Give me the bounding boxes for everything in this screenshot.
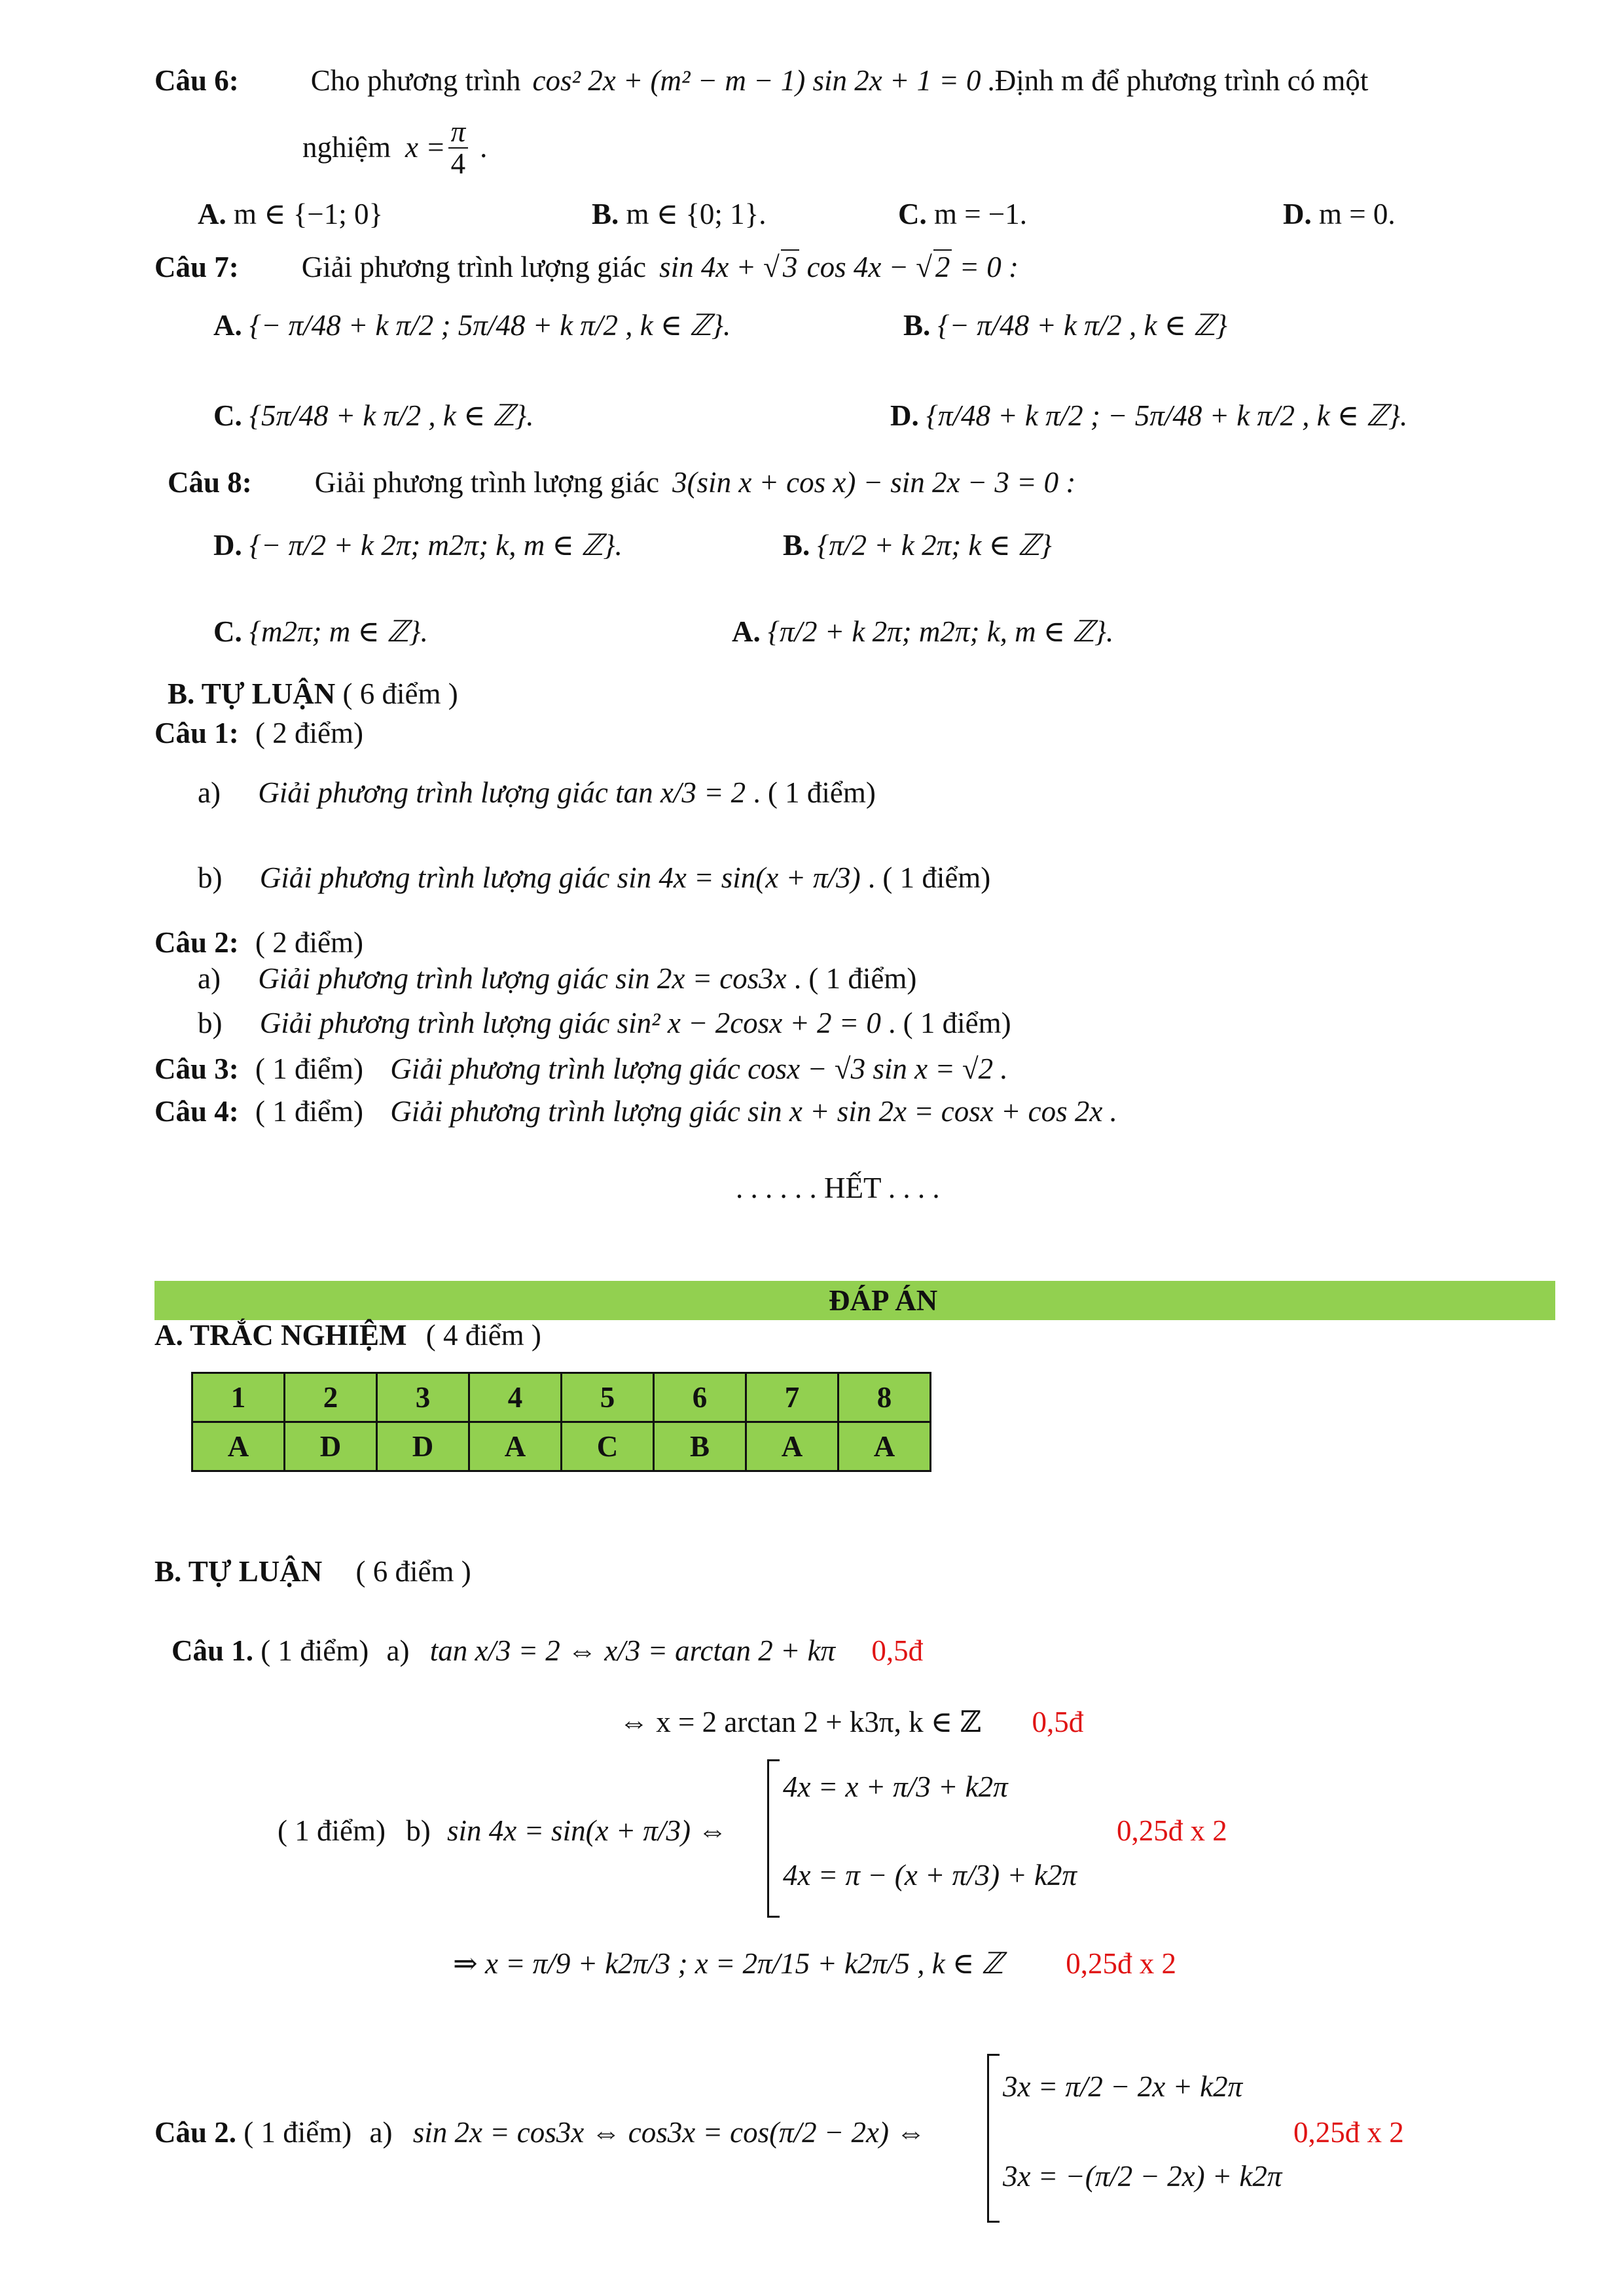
answer-num-2: 2 (285, 1373, 377, 1422)
q7-text: Giải phương trình lượng giác (301, 251, 647, 283)
sol1a-score2: 0,5đ (1032, 1706, 1084, 1738)
q6-option-d[interactable]: D. m = 0. (1283, 198, 1396, 230)
q6-text3: nghiệm (302, 131, 391, 164)
answer-num-1: 1 (192, 1373, 285, 1422)
q7-option-d[interactable]: D. {π/48 + k π/2 ; − 5π/48 + k π/2 , k ∈ ℤ}. (890, 399, 1408, 432)
essay-c1b: b) Giải phương trình lượng giác sin 4x = sin(x + π/3) . ( 1 điểm) (198, 861, 991, 894)
sol2a-line: Câu 2. ( 1 điểm) a) sin 2x = cos3x ⇔ cos3x = cos(π/2 − 2x) ⇔ (154, 2116, 926, 2149)
q6-option-a[interactable]: A. m ∈ {−1; 0} (198, 198, 384, 230)
essay-c1: Câu 1: ( 2 điểm) (154, 717, 363, 749)
q7-option-c[interactable]: C. {5π/48 + k π/2 , k ∈ ℤ}. (213, 399, 534, 432)
essay-c3: Câu 3: ( 1 điểm) Giải phương trình lượng giác cosx − √3 sin x = √2 . (154, 1052, 1008, 1085)
answer-key-6: B (654, 1422, 746, 1471)
q8-label: Câu 8: (168, 466, 252, 499)
sol1b-bracket (767, 1759, 780, 1918)
q6-equation: cos² 2x + (m² − m − 1) sin 2x + 1 = 0 (532, 64, 981, 97)
q7-option-b[interactable]: B. {− π/48 + k π/2 , k ∈ ℤ} (903, 309, 1227, 342)
q6-option-b[interactable]: B. m ∈ {0; 1}. (592, 198, 767, 230)
answer-key-5: C (562, 1422, 654, 1471)
essay-c4: Câu 4: ( 1 điểm) Giải phương trình lượng giác sin x + sin 2x = cosx + cos 2x . (154, 1095, 1117, 1128)
sol2a-bracket (987, 2054, 1000, 2223)
solution-heading: B. TỰ LUẬN ( 6 điểm ) (154, 1555, 471, 1588)
essay-c2b: b) Giải phương trình lượng giác sin² x − 2cosx + 2 = 0 . ( 1 điểm) (198, 1007, 1011, 1039)
answer-key-2: D (285, 1422, 377, 1471)
answer-num-7: 7 (746, 1373, 839, 1422)
essay-c1a: a) Giải phương trình lượng giác tan x/3 = 2 . ( 1 điểm) (198, 776, 876, 809)
sol1b-score2: 0,25đ x 2 (1066, 1947, 1177, 1980)
q8-option-b[interactable]: B. {π/2 + k 2π; k ∈ ℤ} (783, 529, 1052, 562)
answer-banner-title: ĐÁP ÁN (829, 1284, 938, 1317)
answer-key-7: A (746, 1422, 839, 1471)
answer-key-3: D (377, 1422, 469, 1471)
sol1b-case2: 4x = π − (x + π/3) + k2π (783, 1859, 1077, 1892)
q6-root-fraction (448, 117, 469, 180)
q6-text2: .Định m để phương trình có một (987, 64, 1369, 97)
essay-c2a: a) Giải phương trình lượng giác sin 2x = cos3x . ( 1 điểm) (198, 962, 917, 995)
q7-line (154, 251, 1019, 285)
sol1a-line2: ⇔ x = 2 arctan 2 + k3π, k ∈ ℤ 0,5đ (619, 1706, 1084, 1738)
sol1a-score: 0,5đ (871, 1634, 924, 1667)
q8-text: Giải phương trình lượng giác (314, 466, 660, 499)
sol1b-line: ( 1 điểm) b) sin 4x = sin(x + π/3) ⇔ (278, 1814, 728, 1847)
answer-num-5: 5 (562, 1373, 654, 1422)
q8-option-a[interactable]: A. {π/2 + k 2π; m2π; k, m ∈ ℤ}. (732, 615, 1114, 648)
q6-text1: Cho phương trình (310, 64, 521, 97)
q6-line2: nghiệm x = $\frac{\pi}{4}$ . (302, 115, 488, 181)
q7-label: Câu 7: (154, 251, 239, 283)
sol1a-line: Câu 1. ( 1 điểm) a) tan x/3 = 2 ⇔ x/3 = arctan 2 + kπ 0,5đ (171, 1634, 924, 1667)
q6-line1 (154, 64, 1368, 98)
sol1b-result: ⇒ x = π/9 + k2π/3 ; x = 2π/15 + k2π/5 , k ∈ ℤ 0,25đ x 2 (453, 1947, 1177, 1980)
q6-option-c[interactable]: C. m = −1. (898, 198, 1028, 230)
mc-heading: A. TRẮC NGHIỆM ( 4 điểm ) (154, 1319, 541, 1352)
q6-root-den: 4 (450, 147, 466, 181)
answer-num-8: 8 (839, 1373, 931, 1422)
q6-root-prefix: x = (405, 131, 446, 164)
q6-root-num: π (448, 117, 469, 149)
answer-key-4: A (469, 1422, 562, 1471)
q7-equation: sin 4x + √ 3 cos 4x − √ 2 = 0 : (659, 251, 1019, 283)
sol2a-case1: 3x = π/2 − 2x + k2π (1003, 2070, 1243, 2103)
q8-line (168, 466, 1075, 500)
sol1b-case1: 4x = x + π/3 + k2π (783, 1770, 1008, 1803)
q6-label: Câu 6: (154, 64, 239, 97)
q7-option-a[interactable]: A. {− π/48 + k π/2 ; 5π/48 + k π/2 , k ∈ ℤ}. (213, 309, 731, 342)
answer-key-table (191, 1372, 931, 1472)
sol2a-score: 0,25đ x 2 (1293, 2116, 1404, 2149)
answer-key-letters (192, 1422, 931, 1471)
answer-key-1: A (192, 1422, 285, 1471)
end-marker: . . . . . . HẾT . . . . (736, 1172, 940, 1204)
sol1b-score: 0,25đ x 2 (1117, 1814, 1227, 1847)
q8-option-d[interactable]: D. {− π/2 + k 2π; m2π; k, m ∈ ℤ}. (213, 529, 623, 562)
q8-option-c[interactable]: C. {m2π; m ∈ ℤ}. (213, 615, 428, 648)
answer-num-3: 3 (377, 1373, 469, 1422)
essay-heading: B. TỰ LUẬN ( 6 điểm ) (168, 677, 458, 710)
essay-c2: Câu 2: ( 2 điểm) (154, 926, 363, 959)
answer-num-6: 6 (654, 1373, 746, 1422)
answer-key-numbers (192, 1373, 931, 1422)
answer-key-8: A (839, 1422, 931, 1471)
q8-equation: 3(sin x + cos x) − sin 2x − 3 = 0 : (672, 466, 1076, 499)
answer-num-4: 4 (469, 1373, 562, 1422)
sol2a-case2: 3x = −(π/2 − 2x) + k2π (1003, 2160, 1282, 2193)
